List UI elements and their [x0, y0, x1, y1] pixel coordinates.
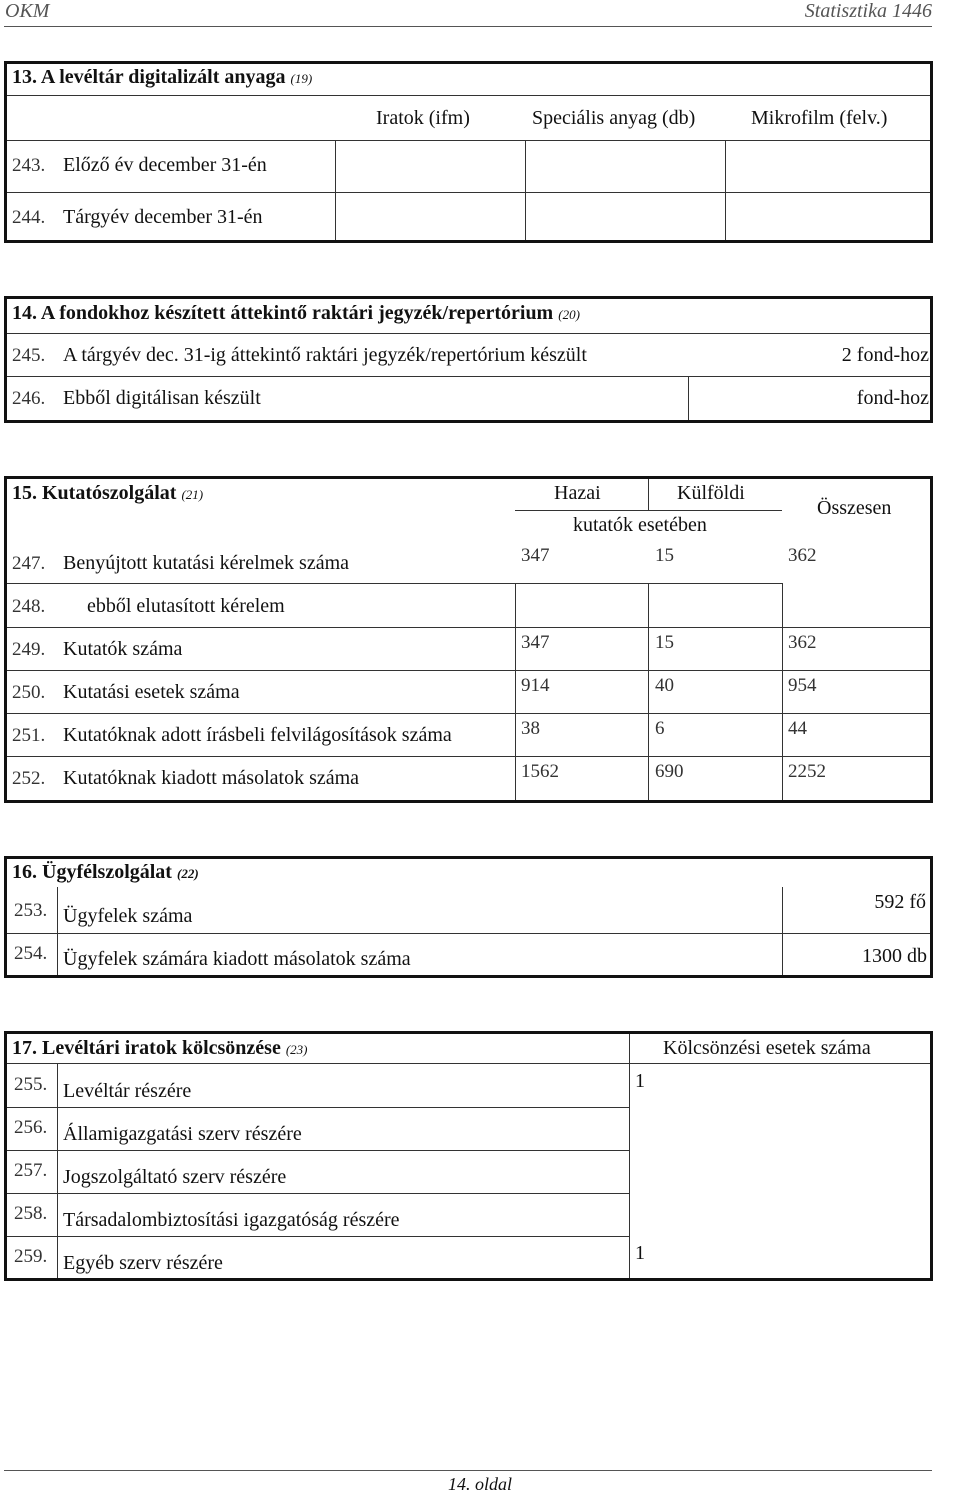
rule: [782, 887, 783, 975]
rule: [335, 140, 336, 240]
row-num: 250.: [12, 682, 46, 703]
header-rule: [4, 26, 932, 27]
rule: [57, 1063, 58, 1278]
row-label: Tárgyév december 31-én: [63, 206, 263, 228]
rule: [782, 583, 783, 800]
cell-hazai: 38: [521, 718, 540, 739]
section-13-title: 13. A levéltár digitalizált anyaga (19): [12, 66, 313, 88]
row-num: 247.: [12, 553, 46, 574]
row-num: 253.: [14, 900, 48, 921]
rule: [7, 333, 930, 334]
cell-total: 2252: [788, 761, 826, 782]
row-num: 246.: [12, 388, 46, 409]
row-label: ebből elutasított kérelem: [87, 595, 285, 617]
row-value: 1: [635, 1070, 645, 1092]
cell-total: 362: [788, 545, 817, 566]
section-14-title: 14. A fondokhoz készített áttekintő raktári jegyzék/repertórium (20): [12, 302, 580, 324]
rule: [7, 583, 782, 584]
rule: [629, 1034, 630, 1278]
rule: [7, 756, 930, 757]
row-label: Benyújtott kutatási kérelmek száma: [63, 552, 350, 574]
row-label: A tárgyév dec. 31-ig áttekintő raktári jegyzék/repertórium készült: [63, 344, 587, 366]
rule: [7, 376, 930, 377]
row-label: Ebből digitálisan készült: [63, 387, 261, 409]
rule: [7, 1107, 629, 1108]
row-num: 258.: [14, 1203, 48, 1224]
rule: [57, 887, 58, 975]
section-17-title: 17. Levéltári iratok kölcsönzése (23): [12, 1037, 308, 1059]
footer-rule: [4, 1470, 932, 1471]
cell-hazai: 1562: [521, 761, 559, 782]
col-kulfoldi: Külföldi: [677, 482, 745, 504]
rule: [7, 192, 930, 193]
row-value: 1: [635, 1242, 645, 1264]
cell-kulfoldi: 690: [655, 761, 684, 782]
rule: [725, 140, 726, 240]
row-label: Ügyfelek száma: [63, 905, 193, 927]
row-label: Jogszolgáltató szerv részére: [63, 1166, 287, 1188]
cell-kulfoldi: 40: [655, 675, 674, 696]
row-label: Kutatási esetek száma: [63, 681, 240, 703]
rule: [648, 479, 649, 510]
row-label: Kutatóknak kiadott másolatok száma: [63, 767, 360, 789]
section-17-table: [4, 1031, 933, 1281]
row-label: Egyéb szerv részére: [63, 1252, 223, 1274]
cell-hazai: 347: [521, 545, 550, 566]
row-label: Államigazgatási szerv részére: [63, 1123, 302, 1145]
row-num: 257.: [14, 1160, 48, 1181]
rule: [688, 376, 689, 420]
row-value: fond-hoz: [856, 387, 929, 409]
header-right: Statisztika 1446: [804, 0, 932, 22]
row-label: Előző év december 31-én: [63, 154, 267, 176]
cell-kulfoldi: 6: [655, 718, 665, 739]
rule: [515, 583, 516, 800]
col-specialis: Speciális anyag (db): [532, 107, 696, 129]
cell-hazai: 914: [521, 675, 550, 696]
section-15-title: 15. Kutatószolgálat (21): [12, 482, 204, 504]
row-label: Levéltár részére: [63, 1080, 192, 1102]
row-num: 244.: [12, 207, 46, 228]
col-subheader: kutatók esetében: [573, 514, 707, 536]
row-num: 254.: [14, 943, 48, 964]
col-kolcsonzesi: Kölcsönzési esetek száma: [663, 1037, 871, 1059]
row-label: Kutatók száma: [63, 638, 183, 660]
row-label: Társadalombiztosítási igazgatóság részére: [63, 1209, 400, 1231]
cell-kulfoldi: 15: [655, 545, 674, 566]
rule: [7, 1063, 930, 1064]
row-label: Kutatóknak adott írásbeli felvilágosítások száma: [63, 724, 452, 746]
rule: [7, 933, 930, 934]
row-num: 243.: [12, 155, 46, 176]
rule: [7, 95, 930, 96]
rule: [7, 670, 930, 671]
section-16-title: 16. Ügyfélszolgálat (22): [12, 861, 199, 883]
cell-total: 44: [788, 718, 807, 739]
rule: [648, 583, 649, 800]
col-hazai: Hazai: [554, 482, 601, 504]
rule: [7, 1193, 629, 1194]
row-num: 255.: [14, 1074, 48, 1095]
row-num: 248.: [12, 596, 46, 617]
rule: [515, 510, 782, 511]
cell-total: 362: [788, 632, 817, 653]
row-num: 252.: [12, 768, 46, 789]
col-mikrofilm: Mikrofilm (felv.): [751, 107, 888, 129]
row-num: 245.: [12, 345, 46, 366]
rule: [525, 140, 526, 240]
rule: [7, 713, 930, 714]
header-left: OKM: [5, 0, 50, 22]
row-num: 256.: [14, 1117, 48, 1138]
row-value: 1300 db: [862, 945, 927, 967]
cell-hazai: 347: [521, 632, 550, 653]
rule: [7, 1150, 629, 1151]
rule: [7, 627, 930, 628]
row-num: 259.: [14, 1246, 48, 1267]
col-osszesen: Összesen: [817, 497, 892, 519]
cell-kulfoldi: 15: [655, 632, 674, 653]
cell-total: 954: [788, 675, 817, 696]
row-value: 2 fond-hoz: [841, 344, 929, 366]
rule: [7, 1236, 629, 1237]
page-number: 14. oldal: [447, 1474, 512, 1494]
row-num: 249.: [12, 639, 46, 660]
col-iratok: Iratok (ifm): [376, 107, 470, 129]
row-num: 251.: [12, 725, 46, 746]
row-value: 592 fő: [874, 891, 926, 913]
rule: [7, 140, 930, 141]
row-label: Ügyfelek számára kiadott másolatok száma: [63, 948, 411, 970]
